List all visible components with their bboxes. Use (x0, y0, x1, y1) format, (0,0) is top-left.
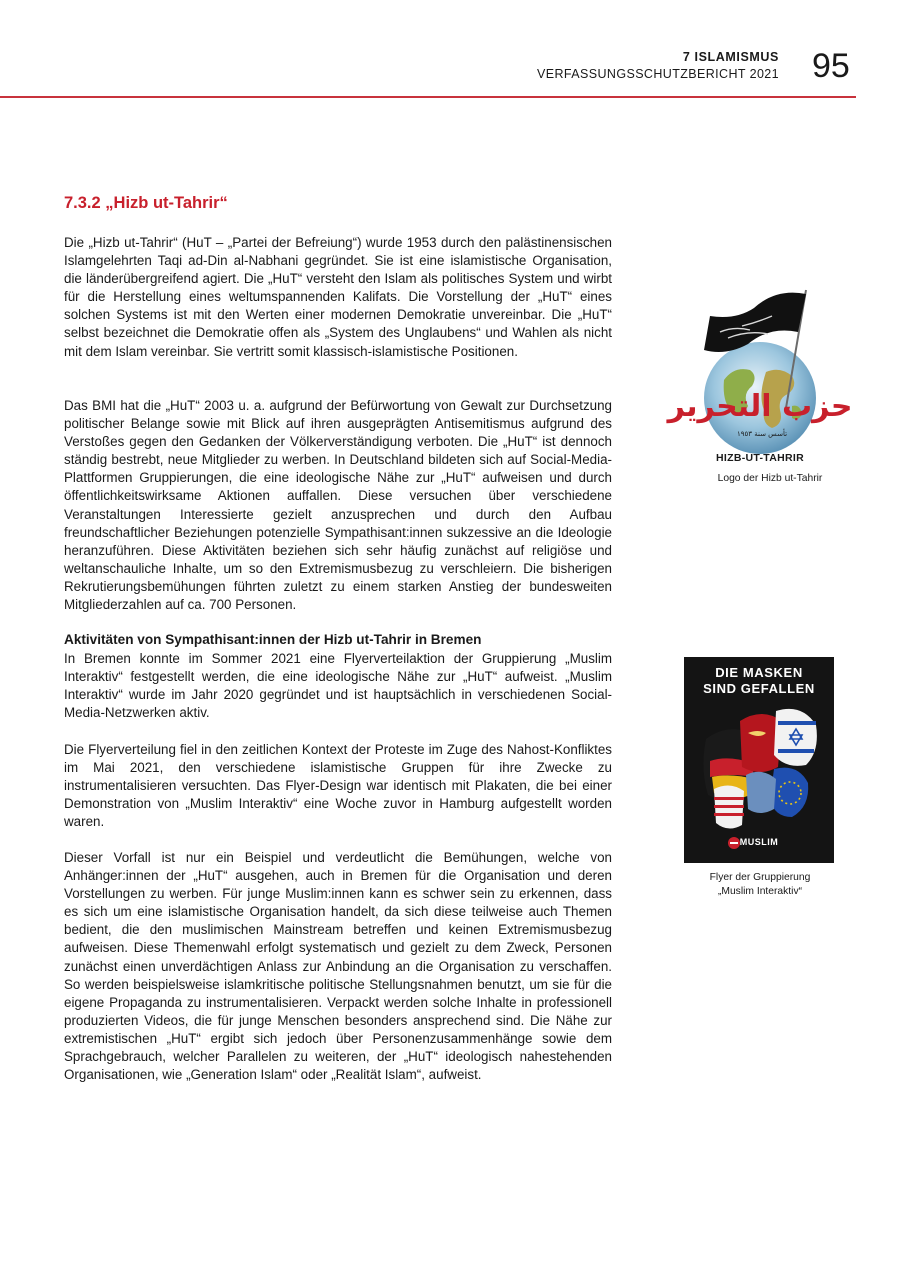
flyer-title-line1: DIE MASKEN (715, 665, 803, 680)
flyer-title (684, 665, 834, 697)
logo-name: HIZB-UT-TAHRIR (716, 452, 804, 464)
header-divider (0, 96, 856, 98)
chapter-label: 7 ISLAMISMUS (682, 50, 779, 64)
subheading-bremen: Aktivitäten von Sympathisant:innen der Hizb ut-Tahrir in Bremen (64, 632, 482, 647)
paragraph-context: Die Flyerverteilung fiel in den zeitlichen Kontext der Proteste im Zuge des Nahost-Konfliktes im Mai 2021, den verschiedene islamistische Gruppen für ihre Zwecke zu instrumentalisieren versuchten. Das Flyer-Design war identisch mit Plakaten, die bei einer Demonstration von „Muslim Interaktiv“ eine Woche zuvor in Hamburg aufgestellt worden waren. (64, 742, 612, 830)
flyer-caption-line1: Flyer der Gruppierung (709, 872, 811, 883)
flyer-caption-line2: „Muslim Interaktiv“ (717, 885, 803, 897)
flyer-caption (686, 871, 834, 898)
hizb-ut-tahrir-logo (667, 288, 853, 460)
page-number: 95 (812, 47, 850, 85)
paragraph-ban: Das BMI hat die „HuT“ 2003 u. a. aufgrund der Befürwortung von Gewalt zur Durchsetzung politischer Belange sowie mit Blick auf ihren ausgeprägten Antisemitismus aufgrund des Verstoßes gegen den Gedanken der Völkerverständigung verboten. Die „HuT“ ist dennoch ständig bestrebt, neue Mitglieder zu werben. In Deutschland bildeten sich auf Social-Media-Plattformen Gruppierungen, die eine ideologische Nähe zur „HuT“ aufweisen und durch öffentlichkeitswirksame Aktionen auffallen. Diese versuchen über verschiedene Veranstaltungen Interessierte gezielt anzusprechen und durch den Aufbau freundschaftlicher Beziehungen potenzielle Sympathisant:innen sukzessive an die Ideologie heranzuführen. Diese Aktivitäten beziehen sich sehr häufig zunächst auf religiöse und weltanschauliche Inhalte, um so den Extremismusbezug zu verschleiern. Die bisherigen Rekrutierungsbemühungen führten zuletzt zu einem starken Anstieg der bundesweiten Mitgliederzahlen auf ca. 700 Personen. (64, 398, 612, 613)
svg-text:تأسس سنة ١٩٥٣: تأسس سنة ١٩٥٣ (736, 430, 788, 438)
flyer-title-line2: SIND GEFALLEN (703, 681, 815, 696)
section-title: 7.3.2 „Hizb ut-Tahrir“ (64, 194, 228, 212)
svg-text:حزب التحرير: حزب التحرير (667, 389, 853, 424)
logo-caption: Logo der Hizb ut-Tahrir (717, 473, 823, 484)
globe-flag-icon (667, 288, 853, 460)
paragraph-flyer-action: In Bremen konnte im Sommer 2021 eine Flyerverteilaktion der Gruppierung „Muslim Interaktiv“ festgestellt werden, die eine ideologische Nähe zur „HuT“ aufweist. „Muslim Interaktiv“ wurde im Jahr 2020 gegründet und ist hauptsächlich in verschiedenen Social-Media-Netzwerken aktiv. (64, 651, 612, 721)
paragraph-incident: Dieser Vorfall ist nur ein Beispiel und verdeutlicht die Bemühungen, welche von Anhänger:innen der „HuT“ ausgehen, auch in Bremen für die Organisation und deren Vorstellungen zu werben. Für junge Muslim:innen kann es schwer sein zu erkennen, dass es sich um eine islamistische Organisation handelt, da sich diese teilweise auch Themen bedient, die den muslimischen Mainstream betreffen und keinen Extremismusbezug aufweisen. Diese Themenwahl erfolgt systematisch und gezielt zu dem Zweck, Personen zunächst einen unverdächtigen Anlass zur Anbindung an die Organisation zu verschaffen. So werden beispielsweise islamkritische politische Stellungsnahmen benutzt, um sie für die eigene Propaganda zu instrumentalisieren. Verpackt werden solche Inhalte in professionell produzierten Videos, die für junge Menschen besonders ansprechend sind. Die Nähe zur extremistischen „HuT“ ergibt sich jedoch über Personenzusammenhänge sowie dem Sprachgebrauch, welcher Parallelen zu weiteren, der „HuT“ ideologisch nahestehenden Organisationen, wie „Generation Islam“ oder „Realität Islam“, aufweist. (64, 850, 612, 1083)
paragraph-intro: Die „Hizb ut-Tahrir“ (HuT – „Partei der Befreiung“) wurde 1953 durch den palästinensischen Islamgelehrten Taqi ad-Din al-Nabhani gegründet. Sie ist eine islamistische Organisation, die länderübergreifend agiert. Die „HuT“ versteht den Islam als politisches System und wirbt für die Herstellung eines weltumspannenden Kalifats. Die Vorstellung der „HuT“ eines solchen Systems ist mit den Werten einer modernen Demokratie unvereinbar. Die „HuT“ selbst bezeichnet die Demokratie offen als „System des Unglaubens“ und Wahlen als nicht mit dem Islam vereinbar. Sie vertritt somit klassisch-islamistische Positionen. (64, 235, 612, 359)
flyer-brand: MUSLIM (739, 837, 779, 847)
muslim-interaktiv-flyer (684, 657, 834, 863)
report-title: VERFASSUNGSSCHUTZBERICHT 2021 (537, 67, 779, 81)
